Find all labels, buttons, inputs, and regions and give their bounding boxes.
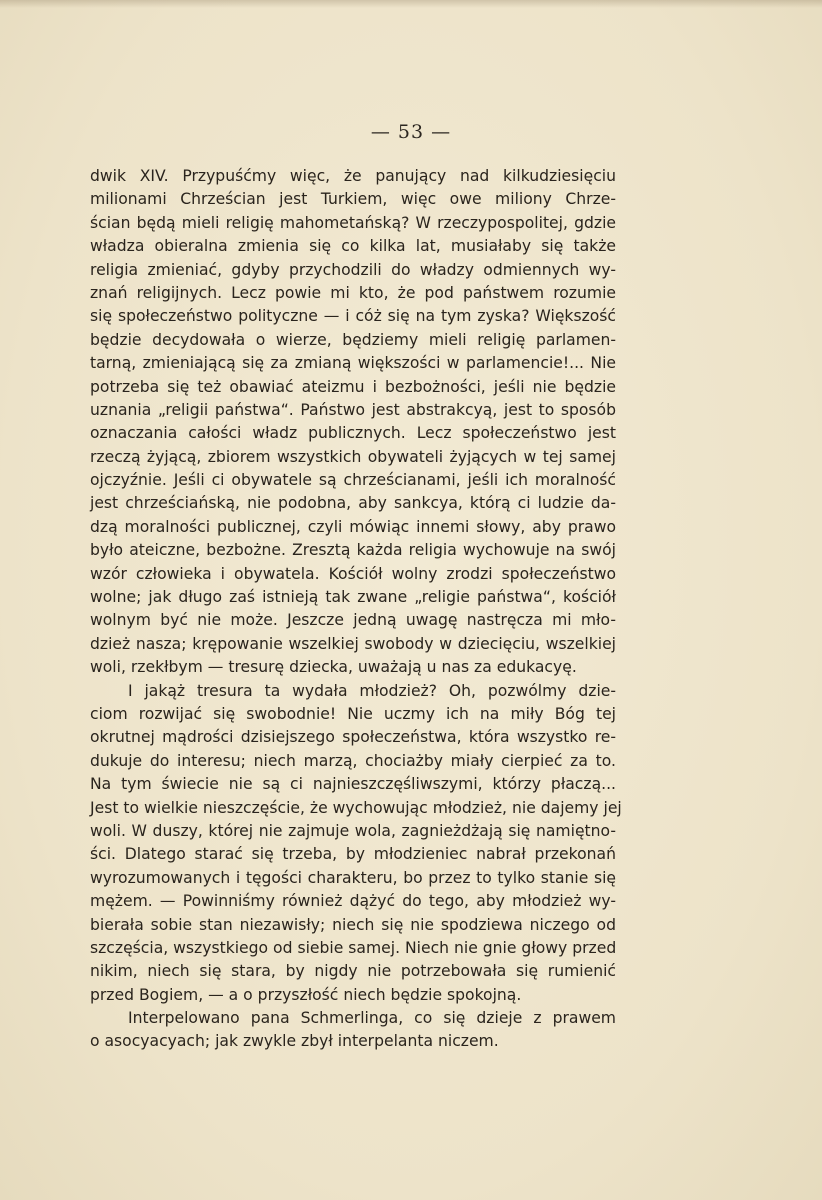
text-line: mężem. — Powinniśmy również dążyć do tego, aby młodzież wy- [90,892,616,911]
text-line: jest chrześciańską, nie podobna, aby sankcya, którą ci ludzie da- [90,494,616,513]
text-line: o asocyacyach; jak zwykle zbył interpelanta niczem. [90,1032,499,1051]
text-line: tarną, zmieniającą się za zmianą większości w parlamencie!... Nie [90,354,616,373]
text-line: dwik XIV. Przypuśćmy więc, że panujący nad kilkudziesięciu [90,167,616,185]
text-line: dukuje do interesu; niech marzą, chociażby miały cierpieć za to. [90,751,616,770]
page-number: — 53 — [370,121,452,143]
text-line: znań religijnych. Lecz powie mi kto, że pod państwem rozumie [90,283,616,302]
text-line: dzą moralności publicznej, czyli mówiąc innemi słowy, aby prawo [90,517,616,536]
text-line: rzeczą żyjącą, zbiorem wszystkich obywateli żyjących w tej samej [90,447,616,466]
text-line: szczęścia, wszystkiego od siebie samej. Niech nie gnie głowy przed [90,938,617,957]
text-line: przed Bogiem, — a o przyszłość niech będzie spokojną. [90,985,522,1004]
text-line: woli. W duszy, której nie zajmuje wola, zagnieżdżają się namiętno- [90,821,616,840]
text-line: I jakąż tresura ta wydała młodzież? Oh, pozwólmy dzie- [128,681,616,700]
text-line: nikim, niech się stara, by nigdy nie potrzebowała się rumienić [90,962,616,981]
text-line: wolnym być nie może. Jeszcze jedną uwagę nastręcza mi mło- [90,611,616,630]
text-line: Interpelowano pana Schmerlinga, co się dzieje z prawem [128,1009,616,1028]
text-line: ciom rozwijać się swobodnie! Nie uczmy ich na miły Bóg tej [90,704,616,723]
page-edge-shadow [0,0,822,8]
text-line: okrutnej mądrości dzisiejszego społeczeństwa, która wszystko re- [90,728,616,747]
text-line: Na tym świecie nie są ci najnieszczęśliwszymi, którzy płaczą... [90,775,616,794]
text-line: władza obieralna zmienia się co kilka lat, musiałaby się także [90,237,616,256]
body-text [90,165,622,1054]
text-line: wolne; jak długo zaś istnieją tak zwane „religie państwa“, kościół [90,588,616,607]
text-line: ści. Dlatego starać się trzeba, by młodzieniec nabrał przekonań [90,845,616,864]
text-line: wzór człowieka i obywatela. Kościół wolny zrodzi społeczeństwo [90,564,616,583]
text-line: będzie decydowała o wierze, będziemy mieli religię parlamen- [90,330,616,349]
text-line: milionami Chrześcian jest Turkiem, więc owe miliony Chrze- [90,190,616,209]
text-line: się społeczeństwo polityczne — i cóż się na tym zyska? Większość [90,307,616,326]
text-line: wyrozumowanych i tęgości charakteru, bo przez to tylko stanie się [90,868,616,887]
text-line: dzież nasza; krępowanie wszelkiej swobody w dziecięciu, wszelkiej [90,634,616,653]
text-line: było ateiczne, bezbożne. Zresztą każda religia wychowuje na swój [90,541,616,560]
text-line: ścian będą mieli religię mahometańską? W rzeczypospolitej, gdzie [90,213,616,232]
text-line: oznaczania całości władz publicznych. Lecz społeczeństwo jest [90,424,616,443]
text-line: uznania „religii państwa“. Państwo jest abstrakcyą, jest to sposób [90,400,616,419]
text-line: potrzeba się też obawiać ateizmu i bezbożności, jeśli nie będzie [90,377,616,396]
text-line: religia zmieniać, gdyby przychodzili do władzy odmiennych wy- [90,260,616,279]
text-line: Jest to wielkie nieszczęście, że wychowując młodzież, nie dajemy jej [90,798,622,817]
text-line: ojczyźnie. Jeśli ci obywatele są chrześcianami, jeśli ich moralność [90,471,616,490]
text-line: bierała sobie stan niezawisły; niech się nie spodziewa niczego od [90,915,616,934]
text-line: woli, rzekłbym — tresurę dziecka, uważają u nas za edukacyę. [90,658,577,677]
